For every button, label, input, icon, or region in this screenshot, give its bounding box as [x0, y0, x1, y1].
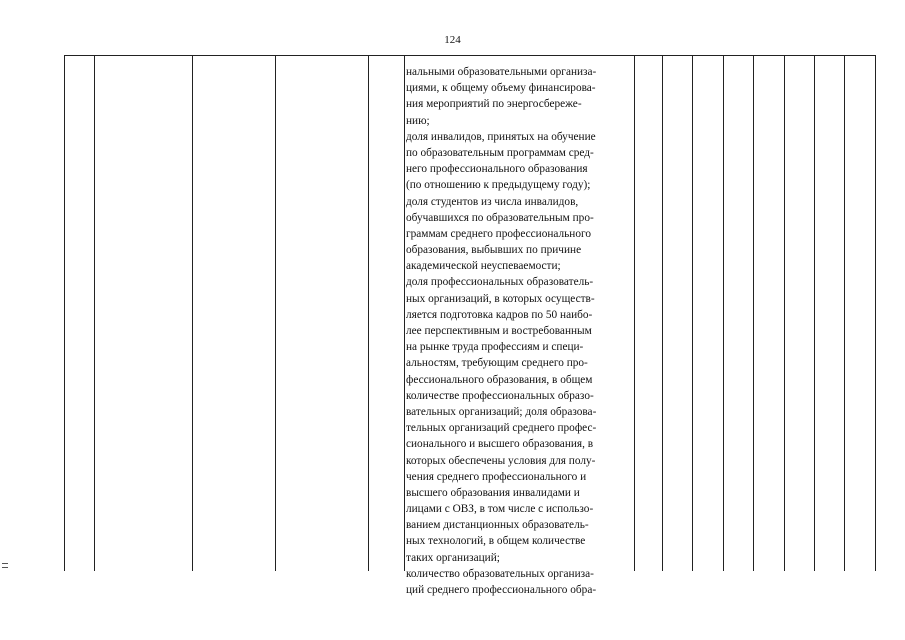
indicator-text-cell	[406, 64, 634, 598]
table-column-border	[64, 56, 65, 571]
table-column-border	[192, 56, 193, 571]
text-line: лее перспективным и востребованным	[406, 325, 592, 337]
table-column-border	[94, 56, 95, 571]
text-line: лицами с ОВЗ, в том числе с использо-	[406, 503, 594, 516]
text-line: нию;	[406, 114, 430, 127]
text-line: обучавшихся по образовательным про-	[406, 211, 594, 224]
text-line: доля инвалидов, принятых на обучение	[406, 130, 596, 143]
table-column-border	[692, 56, 693, 571]
table-column-border	[368, 56, 369, 571]
text-line: образования, выбывших по причине	[406, 244, 582, 257]
text-line: таких организаций;	[406, 551, 500, 564]
text-line: ных технологий, в общем количестве	[406, 535, 586, 548]
table-column-border	[875, 56, 876, 571]
page-number: 124	[444, 34, 461, 46]
table-column-border	[784, 56, 785, 571]
table-column-border	[753, 56, 754, 571]
text-line: доля профессиональных образователь-	[406, 276, 594, 289]
text-line: количестве профессиональных образо-	[406, 389, 594, 402]
text-line: которых обеспечены условия для полу-	[406, 454, 596, 467]
table-column-border	[723, 56, 724, 571]
text-line: циями, к общему объему финансирова-	[406, 82, 596, 95]
text-line: ляется подготовка кадров по 50 наибо-	[406, 308, 593, 321]
scan-edge-mark	[2, 563, 8, 570]
text-line: нальными образовательными организа-	[406, 66, 597, 78]
text-line: (по отношению к предыдущему году);	[406, 179, 591, 192]
text-line: граммам среднего профессионального	[406, 227, 591, 240]
text-line: ванием дистанционных образователь-	[406, 519, 589, 532]
text-line: количество образовательных организа-	[406, 567, 594, 580]
text-line: высшего образования инвалидами и	[406, 486, 580, 499]
table-column-border	[662, 56, 663, 571]
text-line: чения среднего профессионального и	[406, 470, 587, 483]
text-line: академической неуспеваемости;	[406, 260, 561, 273]
text-line: сионального и высшего образования, в	[406, 438, 594, 451]
text-line: по образовательным программам сред-	[406, 146, 594, 159]
table-column-border	[814, 56, 815, 571]
table-column-border	[404, 56, 405, 571]
text-line: вательных организаций; доля образова-	[406, 405, 597, 418]
text-line: ных организаций, в которых осуществ-	[406, 292, 595, 305]
text-line: фессионального образования, в общем	[406, 373, 593, 386]
text-line: тельных организаций среднего профес-	[406, 422, 597, 435]
text-line: ния мероприятий по энергосбереже-	[406, 98, 582, 111]
table-column-border	[844, 56, 845, 571]
text-line: него профессионального образования	[406, 163, 588, 176]
document-table	[64, 55, 876, 596]
table-column-border	[275, 56, 276, 571]
table-column-border	[634, 56, 635, 571]
text-line: ций среднего профессионального обра-	[406, 584, 597, 596]
text-line: доля студентов из числа инвалидов,	[406, 195, 579, 208]
text-line: на рынке труда профессиям и специ-	[406, 341, 584, 354]
text-line: альностям, требующим среднего про-	[406, 357, 588, 370]
